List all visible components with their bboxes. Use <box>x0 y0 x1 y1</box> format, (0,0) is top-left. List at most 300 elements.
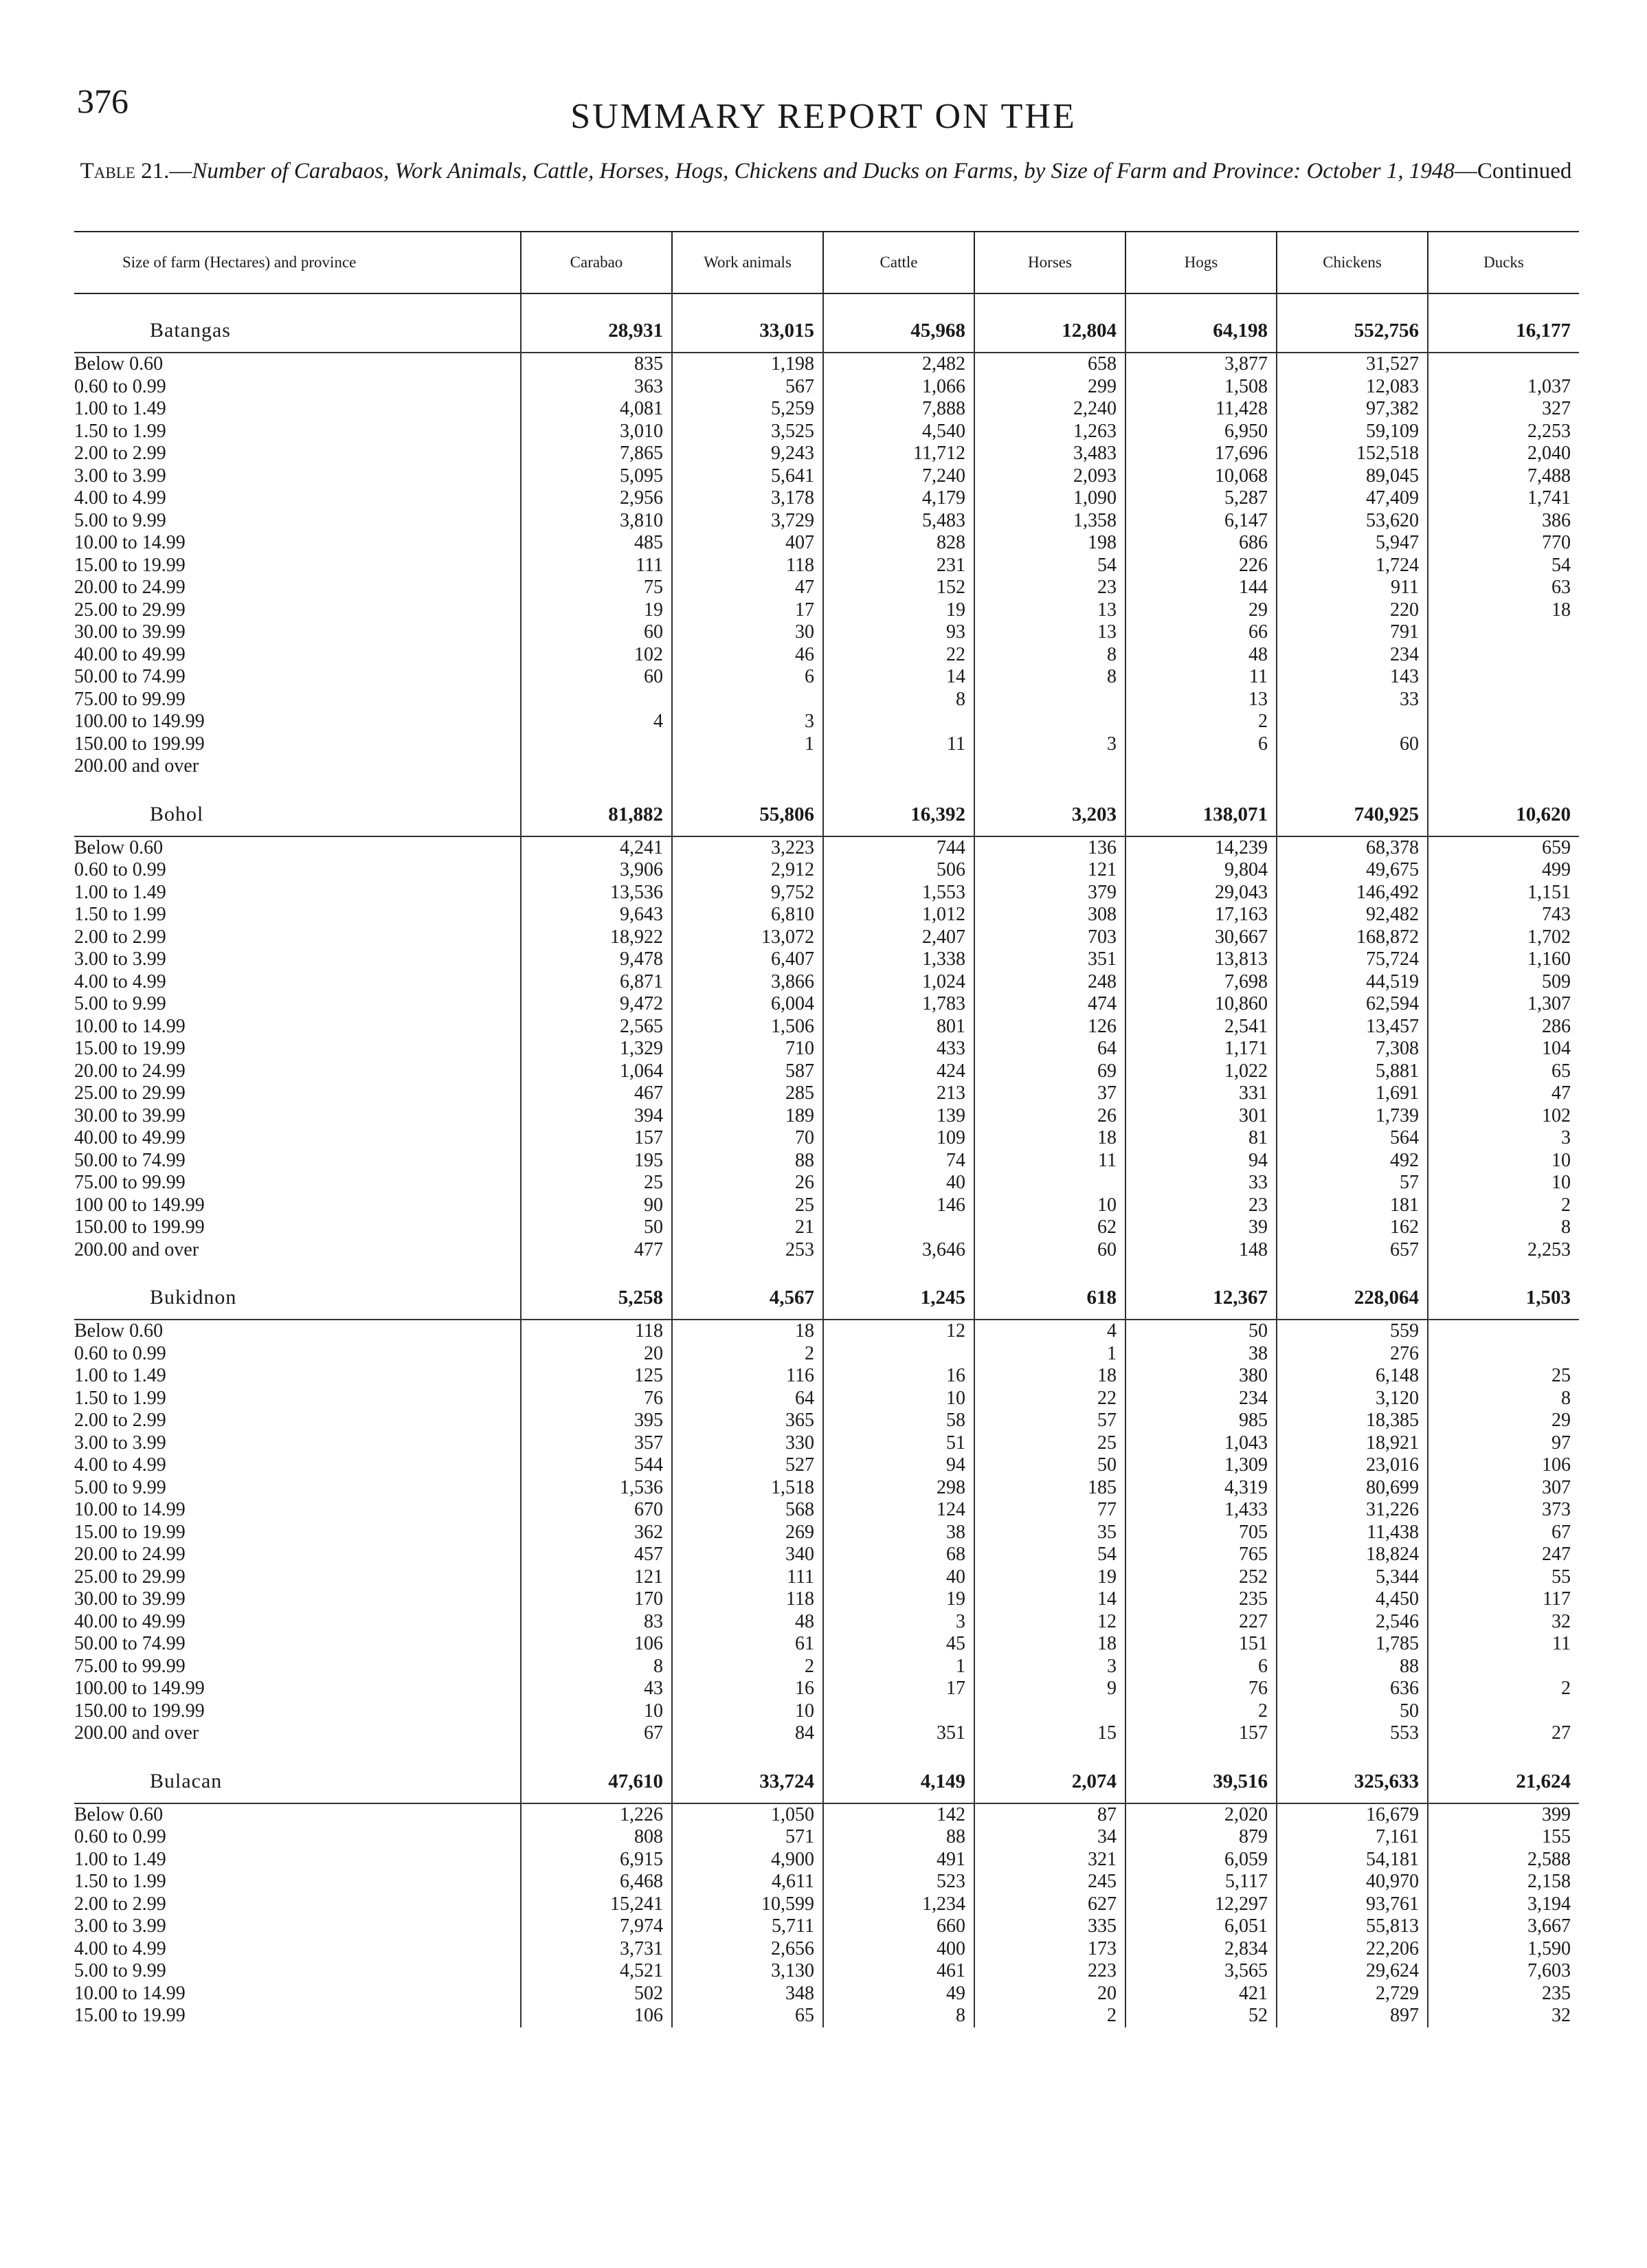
province-total-cell: 45,968 <box>823 309 974 353</box>
table-cell: 1,702 <box>1428 926 1579 949</box>
province-total-cell: 138,071 <box>1125 793 1277 836</box>
table-cell: 35 <box>974 1522 1125 1544</box>
table-cell: 11,428 <box>1125 398 1277 421</box>
table-cell: 33 <box>1277 689 1428 711</box>
table-cell: 1,783 <box>823 993 974 1016</box>
table-cell: 6,051 <box>1125 1915 1277 1938</box>
table-cell: 657 <box>1277 1239 1428 1262</box>
table-cell: 22,206 <box>1277 1938 1428 1961</box>
table-cell: 502 <box>521 1983 672 2005</box>
table-cell: 659 <box>1428 836 1579 860</box>
table-cell: 1,234 <box>823 1893 974 1916</box>
table-cell: 19 <box>823 599 974 622</box>
table-cell: 106 <box>521 1633 672 1656</box>
caption-tail: —Continued <box>1454 159 1572 184</box>
table-cell: 2 <box>1428 1678 1579 1700</box>
table-row <box>74 644 1579 667</box>
table-cell: 155 <box>1428 1826 1579 1849</box>
table-cell <box>823 1343 974 1366</box>
table-cell: 49 <box>823 1983 974 2005</box>
table-cell: 11 <box>974 1150 1125 1172</box>
table-cell: 64 <box>974 1038 1125 1060</box>
table-cell: 4,319 <box>1125 1477 1277 1500</box>
farm-size-label: 2.00 to 2.99 <box>74 926 166 948</box>
table-cell: 247 <box>1428 1544 1579 1566</box>
table-row <box>74 1588 1579 1611</box>
table-cell: 421 <box>1125 1983 1277 2005</box>
table-row <box>74 1060 1579 1083</box>
table-cell: 65 <box>672 2005 823 2027</box>
table-cell: 636 <box>1277 1678 1428 1700</box>
table-cell: 22 <box>974 1388 1125 1410</box>
table-cell: 686 <box>1125 532 1277 555</box>
farm-size-label: 15.00 to 19.99 <box>74 554 186 576</box>
table-cell: 4 <box>521 711 672 733</box>
farm-size-label: 5.00 to 9.99 <box>74 1476 166 1498</box>
table-cell: 399 <box>1428 1803 1579 1827</box>
table-cell: 559 <box>1277 1320 1428 1343</box>
table-cell: 395 <box>521 1410 672 1432</box>
table-row <box>74 1633 1579 1656</box>
table-cell: 1,741 <box>1428 487 1579 510</box>
table-cell: 2,040 <box>1428 443 1579 465</box>
table-cell: 1,012 <box>823 904 974 926</box>
table-cell: 3,729 <box>672 510 823 533</box>
table-cell: 157 <box>521 1127 672 1150</box>
table-row <box>74 1893 1579 1916</box>
farm-size-label: 0.60 to 0.99 <box>74 375 166 397</box>
table-cell <box>1428 1343 1579 1366</box>
farm-size-label: 4.00 to 4.99 <box>74 487 166 509</box>
table-cell: 4,179 <box>823 487 974 510</box>
farm-size-label: 3.00 to 3.99 <box>74 1915 166 1937</box>
table-cell: 18 <box>672 1320 823 1343</box>
column-header-chickens: Chickens <box>1277 232 1428 293</box>
farm-size-label: 50.00 to 74.99 <box>74 1633 186 1654</box>
table-row <box>74 1105 1579 1128</box>
table-row <box>74 1983 1579 2005</box>
farm-size-label: 10.00 to 14.99 <box>74 1015 186 1037</box>
table-row <box>74 1611 1579 1634</box>
table-cell: 109 <box>823 1127 974 1150</box>
table-cell: 151 <box>1125 1633 1277 1656</box>
table-cell: 18,922 <box>521 926 672 949</box>
table-cell: 146 <box>823 1194 974 1217</box>
table-cell: 2,912 <box>672 859 823 882</box>
table-body <box>74 293 1579 2027</box>
table-cell: 59,109 <box>1277 421 1428 443</box>
farm-size-label: 50.00 to 74.99 <box>74 1149 186 1171</box>
table-cell: 97,382 <box>1277 398 1428 421</box>
table-cell: 118 <box>672 555 823 577</box>
table-cell: 351 <box>974 948 1125 971</box>
table-cell: 26 <box>672 1172 823 1194</box>
table-cell: 2,656 <box>672 1938 823 1961</box>
table-cell: 6,915 <box>521 1849 672 1871</box>
column-header-cattle: Cattle <box>823 232 974 293</box>
farm-size-label: 1.00 to 1.49 <box>74 1365 166 1386</box>
table-cell: 143 <box>1277 666 1428 689</box>
table-row <box>74 2005 1579 2027</box>
table-row <box>74 1826 1579 1849</box>
spacer-cell <box>1125 1261 1277 1276</box>
table-cell: 15 <box>974 1722 1125 1745</box>
table-cell: 492 <box>1277 1150 1428 1172</box>
table-cell <box>1428 755 1579 778</box>
section-spacer <box>74 1745 1579 1760</box>
table-cell: 118 <box>672 1588 823 1611</box>
table-cell: 23 <box>1125 1194 1277 1217</box>
header-row <box>74 232 1579 293</box>
table-cell: 67 <box>1428 1522 1579 1544</box>
table-cell: 7,888 <box>823 398 974 421</box>
table-cell: 121 <box>974 859 1125 882</box>
table-cell: 327 <box>1428 398 1579 421</box>
province-total-cell: 325,633 <box>1277 1760 1428 1803</box>
table-cell: 9,804 <box>1125 859 1277 882</box>
table-cell: 3,483 <box>974 443 1125 465</box>
table-cell: 1,160 <box>1428 948 1579 971</box>
table-cell: 897 <box>1277 2005 1428 2027</box>
farm-size-label: 150.00 to 199.99 <box>74 1216 205 1238</box>
table-cell: 1,090 <box>974 487 1125 510</box>
table-cell: 50 <box>1277 1700 1428 1723</box>
table-cell: 2,240 <box>974 398 1125 421</box>
table-cell: 523 <box>823 1871 974 1893</box>
table-cell: 20 <box>974 1983 1125 2005</box>
table-cell: 39 <box>1125 1216 1277 1239</box>
table-cell: 3 <box>672 711 823 733</box>
table-row <box>74 882 1579 904</box>
table-cell: 10 <box>1428 1150 1579 1172</box>
table-cell: 911 <box>1277 577 1428 599</box>
table-cell: 743 <box>1428 904 1579 926</box>
table-cell: 2,546 <box>1277 1611 1428 1634</box>
table-cell: 7,974 <box>521 1915 672 1938</box>
table-cell: 2,093 <box>974 465 1125 488</box>
table-cell: 13,536 <box>521 882 672 904</box>
table-cell: 1 <box>672 733 823 756</box>
table-cell: 235 <box>1125 1588 1277 1611</box>
table-cell: 6,950 <box>1125 421 1277 443</box>
table-row <box>74 1150 1579 1172</box>
table-cell: 1,329 <box>521 1038 672 1060</box>
table-cell: 17 <box>823 1678 974 1700</box>
table-row <box>74 353 1579 376</box>
table-cell: 703 <box>974 926 1125 949</box>
table-cell: 3 <box>823 1611 974 1634</box>
province-total-cell: 5,258 <box>521 1276 672 1320</box>
table-cell <box>974 755 1125 778</box>
province-total-cell: 4,149 <box>823 1760 974 1803</box>
table-cell: 1,508 <box>1125 376 1277 399</box>
table-cell: 2,482 <box>823 353 974 376</box>
table-row <box>74 1410 1579 1432</box>
table-row <box>74 1365 1579 1388</box>
table-cell: 6,148 <box>1277 1365 1428 1388</box>
table-cell: 527 <box>672 1454 823 1477</box>
province-name: Bukidnon <box>74 1276 521 1320</box>
table-cell: 198 <box>974 532 1125 555</box>
table-cell: 97 <box>1428 1432 1579 1455</box>
farm-size-label: 1.00 to 1.49 <box>74 1848 166 1870</box>
table-cell: 3,810 <box>521 510 672 533</box>
table-row <box>74 532 1579 555</box>
farm-size-label: 3.00 to 3.99 <box>74 948 166 970</box>
table-cell: 330 <box>672 1432 823 1455</box>
table-cell: 587 <box>672 1060 823 1083</box>
spacer-cell <box>1277 1261 1428 1276</box>
farm-size-label: 40.00 to 49.99 <box>74 643 186 665</box>
table-cell: 477 <box>521 1239 672 1262</box>
table-cell <box>521 689 672 711</box>
table-cell <box>1277 711 1428 733</box>
table-cell: 19 <box>521 599 672 622</box>
table-cell: 55,813 <box>1277 1915 1428 1938</box>
table-cell: 6,059 <box>1125 1849 1277 1871</box>
table-cell: 10,860 <box>1125 993 1277 1016</box>
table-cell: 146,492 <box>1277 882 1428 904</box>
table-cell: 3,194 <box>1428 1893 1579 1916</box>
farm-size-label: 4.00 to 4.99 <box>74 1454 166 1476</box>
table-cell: 1,309 <box>1125 1454 1277 1477</box>
table-cell: 10 <box>672 1700 823 1723</box>
province-total-cell: 12,804 <box>974 309 1125 353</box>
table-cell: 33 <box>1125 1172 1277 1194</box>
table-cell: 47 <box>672 577 823 599</box>
table-cell: 1,785 <box>1277 1633 1428 1656</box>
table-cell: 1,064 <box>521 1060 672 1083</box>
table-cell: 362 <box>521 1522 672 1544</box>
table-cell: 18 <box>974 1365 1125 1388</box>
table-cell: 5,641 <box>672 465 823 488</box>
table-cell: 50 <box>1125 1320 1277 1343</box>
table-cell <box>823 711 974 733</box>
table-cell: 102 <box>521 644 672 667</box>
table-cell: 553 <box>1277 1722 1428 1745</box>
table-row <box>74 555 1579 577</box>
table-cell: 8 <box>974 666 1125 689</box>
table-row <box>74 487 1579 510</box>
table-cell: 2 <box>1125 711 1277 733</box>
spacer-cell <box>74 293 521 309</box>
table-row <box>74 1388 1579 1410</box>
table-cell: 5,344 <box>1277 1566 1428 1589</box>
table-cell: 68 <box>823 1544 974 1566</box>
table-row <box>74 1656 1579 1678</box>
table-cell: 25 <box>1428 1365 1579 1388</box>
table-cell: 2,565 <box>521 1016 672 1038</box>
caption-lead: Table 21.— <box>80 159 192 184</box>
table-cell: 10 <box>974 1194 1125 1217</box>
table-cell: 81 <box>1125 1127 1277 1150</box>
table-cell: 88 <box>823 1826 974 1849</box>
table-cell: 348 <box>672 1983 823 2005</box>
table-cell: 299 <box>974 376 1125 399</box>
province-total-cell: 16,392 <box>823 793 974 836</box>
spacer-cell <box>823 293 974 309</box>
table-row <box>74 1320 1579 1343</box>
province-total-cell: 10,620 <box>1428 793 1579 836</box>
table-cell: 148 <box>1125 1239 1277 1262</box>
farm-size-label: 30.00 to 39.99 <box>74 1104 186 1126</box>
table-cell: 357 <box>521 1432 672 1455</box>
table-cell: 55 <box>1428 1566 1579 1589</box>
table-cell: 627 <box>974 1893 1125 1916</box>
spacer-cell <box>1277 1745 1428 1760</box>
column-header-ducks: Ducks <box>1428 232 1579 293</box>
table-cell: 2 <box>1428 1194 1579 1217</box>
farm-size-label: 20.00 to 24.99 <box>74 1060 186 1082</box>
table-cell: 125 <box>521 1365 672 1388</box>
table-cell: 121 <box>521 1566 672 1589</box>
table-cell: 17 <box>672 599 823 622</box>
province-total-cell: 1,245 <box>823 1276 974 1320</box>
farm-size-label: 10.00 to 14.99 <box>74 532 186 553</box>
table-cell: 6,004 <box>672 993 823 1016</box>
farm-size-label: 1.00 to 1.49 <box>74 398 166 419</box>
table-row <box>74 1522 1579 1544</box>
province-total-cell: 1,503 <box>1428 1276 1579 1320</box>
table-cell: 8 <box>521 1656 672 1678</box>
table-cell: 29,043 <box>1125 882 1277 904</box>
table-cell: 1,263 <box>974 421 1125 443</box>
table-cell: 1,506 <box>672 1016 823 1038</box>
table-cell: 828 <box>823 532 974 555</box>
table-cell: 2,834 <box>1125 1938 1277 1961</box>
table-cell: 3,525 <box>672 421 823 443</box>
table-cell: 67 <box>521 1722 672 1745</box>
table-cell: 40 <box>823 1566 974 1589</box>
table-cell: 321 <box>974 1849 1125 1871</box>
farm-size-label: 15.00 to 19.99 <box>74 1521 186 1543</box>
farm-size-label: 50.00 to 74.99 <box>74 666 186 687</box>
table-cell: 106 <box>1428 1454 1579 1477</box>
table-cell: 47,409 <box>1277 487 1428 510</box>
table-cell: 1,536 <box>521 1477 672 1500</box>
table-cell: 5,287 <box>1125 487 1277 510</box>
table-row <box>74 1849 1579 1871</box>
farm-size-label: 200.00 and over <box>74 755 199 777</box>
farm-size-label: 5.00 to 9.99 <box>74 509 166 531</box>
table-cell <box>1428 689 1579 711</box>
table-cell: 1,691 <box>1277 1082 1428 1105</box>
farm-size-label: 2.00 to 2.99 <box>74 1410 166 1431</box>
livestock-table <box>74 231 1579 2027</box>
table-cell: 13,813 <box>1125 948 1277 971</box>
table-cell: 19 <box>823 1588 974 1611</box>
table-cell: 407 <box>672 532 823 555</box>
table-cell: 770 <box>1428 532 1579 555</box>
table-row <box>74 1194 1579 1217</box>
table-cell: 7,865 <box>521 443 672 465</box>
table-cell: 12 <box>823 1320 974 1343</box>
table-cell: 6 <box>1125 733 1277 756</box>
table-cell: 879 <box>1125 1826 1277 1849</box>
table-cell: 6 <box>1125 1656 1277 1678</box>
table-cell: 2,729 <box>1277 1983 1428 2005</box>
table-header <box>74 232 1579 293</box>
table-cell: 44,519 <box>1277 971 1428 994</box>
farm-size-label: Below 0.60 <box>74 836 164 858</box>
table-cell: 1,338 <box>823 948 974 971</box>
table-cell: 1,433 <box>1125 1499 1277 1522</box>
table-cell: 335 <box>974 1915 1125 1938</box>
farm-size-label: 1.50 to 1.99 <box>74 420 166 442</box>
table-cell: 8 <box>823 2005 974 2027</box>
table-cell: 51 <box>823 1432 974 1455</box>
table-cell: 3,010 <box>521 421 672 443</box>
table-cell: 467 <box>521 1082 672 1105</box>
table-cell <box>1428 1700 1579 1723</box>
table-row <box>74 376 1579 399</box>
table-cell: 6,871 <box>521 971 672 994</box>
table-cell: 23,016 <box>1277 1454 1428 1477</box>
table-cell: 61 <box>672 1633 823 1656</box>
farm-size-label: 150.00 to 199.99 <box>74 733 205 755</box>
table-row <box>74 1038 1579 1060</box>
column-header-carabao: Carabao <box>521 232 672 293</box>
table-cell: 474 <box>974 993 1125 1016</box>
table-cell: 37 <box>974 1082 1125 1105</box>
table-cell: 8 <box>823 689 974 711</box>
farm-size-label: 100.00 to 149.99 <box>74 711 205 732</box>
province-total-cell: 55,806 <box>672 793 823 836</box>
table-row <box>74 1432 1579 1455</box>
table-cell: 76 <box>1125 1678 1277 1700</box>
province-total-row <box>74 309 1579 353</box>
table-cell: 3,646 <box>823 1239 974 1262</box>
table-row <box>74 926 1579 949</box>
table-row <box>74 904 1579 926</box>
table-cell: 14,239 <box>1125 836 1277 860</box>
table-cell: 380 <box>1125 1365 1277 1388</box>
table-cell: 307 <box>1428 1477 1579 1500</box>
table-cell: 181 <box>1277 1194 1428 1217</box>
table-cell: 189 <box>672 1105 823 1128</box>
table-cell: 14 <box>974 1588 1125 1611</box>
table-cell: 252 <box>1125 1566 1277 1589</box>
farm-size-label: 3.00 to 3.99 <box>74 1432 166 1454</box>
table-cell: 351 <box>823 1722 974 1745</box>
farm-size-label: Below 0.60 <box>74 353 164 375</box>
table-cell: 7,698 <box>1125 971 1277 994</box>
table-cell: 21 <box>672 1216 823 1239</box>
table-cell: 60 <box>1277 733 1428 756</box>
table-row <box>74 971 1579 994</box>
table-cell: 3 <box>1428 1127 1579 1150</box>
table-row <box>74 1566 1579 1589</box>
table-cell: 7,161 <box>1277 1826 1428 1849</box>
table-cell: 74 <box>823 1150 974 1172</box>
table-cell: 801 <box>823 1016 974 1038</box>
farm-size-label: 40.00 to 49.99 <box>74 1610 186 1632</box>
farm-size-label: 3.00 to 3.99 <box>74 465 166 487</box>
farm-size-label: 150.00 to 199.99 <box>74 1700 205 1722</box>
table-cell: 152,518 <box>1277 443 1428 465</box>
table-cell: 10 <box>521 1700 672 1723</box>
table-row <box>74 1871 1579 1893</box>
table-cell: 331 <box>1125 1082 1277 1105</box>
table-row <box>74 599 1579 622</box>
table-cell: 16,679 <box>1277 1803 1428 1827</box>
column-header-horses: Horses <box>974 232 1125 293</box>
table-cell: 461 <box>823 1960 974 1983</box>
table-cell: 9,243 <box>672 443 823 465</box>
table-cell: 660 <box>823 1915 974 1938</box>
table-cell: 62 <box>974 1216 1125 1239</box>
table-cell: 118 <box>521 1320 672 1343</box>
